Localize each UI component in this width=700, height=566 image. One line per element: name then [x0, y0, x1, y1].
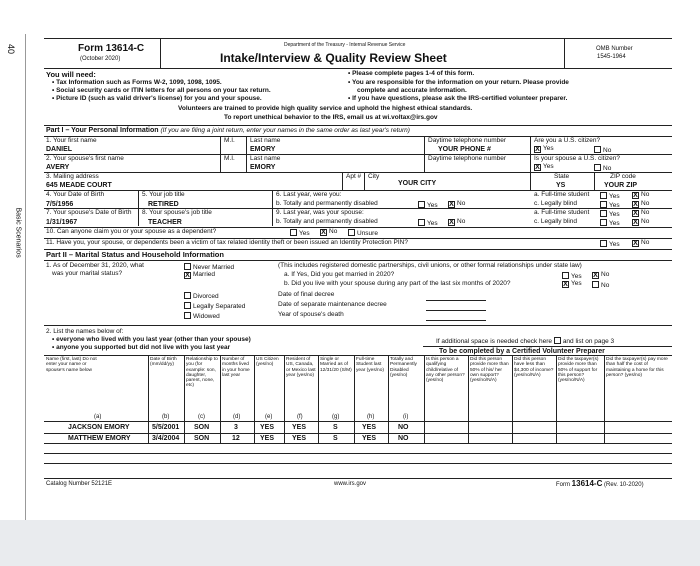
divider	[220, 355, 221, 443]
col-letter-e: (e)	[265, 414, 273, 420]
col-letter-c: (c)	[198, 414, 205, 420]
col-head-disabled: Totally and Permanently Disabled (yes/no)	[390, 357, 417, 378]
col-head-months: Number of months lived in your home last year	[222, 357, 250, 378]
rule	[426, 320, 486, 321]
zip-label: ZIP code	[610, 173, 636, 180]
spouse-citizen-no[interactable]: No	[594, 164, 611, 173]
q9-label: 9. Last year, was your spouse:	[276, 209, 364, 216]
col-head-qualifying: Is this person a qualifying child/relative of any other person? (yes/no)	[426, 357, 465, 384]
spouse-last-name-value: EMORY	[250, 164, 276, 171]
spouse-mi-label: M.I.	[224, 155, 235, 162]
top-rule	[44, 38, 672, 39]
q6c-label: c. Legally blind	[534, 200, 577, 207]
row2-name: MATTHEW EMORY	[68, 435, 131, 442]
col-letter-h: (h)	[367, 414, 375, 420]
row2-marital: S	[333, 435, 338, 442]
married-option[interactable]: X Married	[185, 271, 216, 279]
row2-disabled: NO	[398, 435, 409, 442]
divider	[594, 172, 595, 190]
marital-q-line1: 1. As of December 31, 2020, what	[46, 262, 144, 269]
rdp-note: (This includes registered domestic partnerships, civil unions, or other formal relationships under state law)	[278, 262, 582, 269]
rule	[44, 463, 672, 464]
first-name-value: DANIEL	[46, 146, 73, 153]
row1-disabled: NO	[398, 424, 409, 431]
part2-heading: Part II – Marital Status and Household Information	[46, 250, 224, 259]
spouse-first-name-value: AVERY	[46, 164, 70, 171]
spouse-job-value: TEACHER	[148, 219, 182, 226]
divider	[530, 172, 531, 190]
q6b-yes[interactable]: Yes	[418, 201, 438, 210]
q6c-no[interactable]: X No	[633, 200, 650, 208]
col-letter-d: (d)	[233, 414, 241, 420]
city-value: YOUR CITY	[398, 180, 437, 187]
need-bottom-rule	[44, 125, 672, 126]
q9c-yes[interactable]: Yes	[600, 219, 620, 228]
lived-with-spouse-q: b. Did you live with your spouse during any part of the last six months of 2020?	[284, 280, 511, 287]
col-head-dob: Date of Birth (mm/dd/yy)	[150, 357, 177, 368]
q9c-no[interactable]: X No	[633, 218, 650, 226]
row1-marital: S	[333, 424, 338, 431]
rule	[44, 443, 672, 444]
job-value: RETIRED	[148, 201, 179, 208]
form-reference: Form 13614-C (Rev. 10-2020)	[556, 479, 644, 488]
viewer-background	[0, 520, 700, 566]
row1-student: YES	[362, 424, 377, 431]
state-value: YS	[556, 182, 566, 189]
zip-value: YOUR ZIP	[604, 182, 638, 189]
spouse-citizen-label: Is your spouse a U.S. citizen?	[534, 155, 620, 162]
side-tab-strip	[0, 34, 26, 520]
rule	[44, 355, 672, 356]
last-name-label: Last name	[250, 137, 281, 144]
phone-value: YOUR PHONE #	[438, 146, 491, 153]
rule	[426, 310, 486, 311]
col-letter-f: (f)	[297, 414, 303, 420]
divider	[246, 154, 247, 172]
col-head-name: Name (first, last) Do not enter your name or spouse's name below	[46, 357, 97, 373]
divider	[424, 154, 425, 172]
divider	[220, 136, 221, 154]
irs-website: www.irs.gov	[334, 481, 367, 487]
divider	[530, 136, 531, 154]
row2-dob: 3/4/2004	[152, 435, 180, 442]
divider	[220, 154, 221, 172]
rule	[44, 421, 672, 422]
spouse-last-name-label: Last name	[250, 155, 281, 162]
q11-label: 11. Have you, your spouse, or dependents been a victim of tax related identity theft or been issued an Identity Protection PIN?	[46, 239, 408, 246]
volunteers-line-2: To report unethical behavior to the IRS, email us at wi.voltax@irs.gov	[224, 114, 438, 121]
spouse-citizen-yes[interactable]: X Yes	[535, 163, 554, 171]
additional-space-note[interactable]: If additional space is needed check here and list on page 3	[436, 338, 615, 345]
instruction-3: • If you have questions, please ask the IRS-certified volunteer preparer.	[348, 95, 568, 102]
divider	[604, 355, 605, 443]
need-item-2: • Social security cards or ITIN letters for all persons on your tax return.	[52, 87, 271, 94]
rule	[44, 325, 672, 326]
form-page	[44, 38, 672, 516]
divider	[254, 355, 255, 443]
row2-resident: YES	[292, 435, 307, 442]
omb-label: OMB Number	[596, 46, 633, 52]
form-number: Form 13614-C	[78, 43, 145, 54]
col-head-student: Full-time Student last year (yes/no)	[356, 357, 384, 373]
never-married-option[interactable]: Never Married	[184, 263, 234, 272]
phone-label: Daytime telephone number	[428, 137, 507, 144]
col-head-marital: Single or Married as of 12/31/20 (S/M)	[320, 357, 352, 373]
instruction-1: • Please complete pages 1-4 of this form.	[348, 70, 475, 77]
spouse-first-name-label: 2. Your spouse's first name	[46, 155, 124, 162]
spouse-death-year-label: Year of spouse's death	[278, 311, 344, 318]
need-item-1: • Tax Information such as Forms W-2, 1099, 1098, 1095.	[52, 79, 222, 86]
divider	[318, 355, 319, 443]
divider	[530, 154, 531, 172]
col-letter-i: (i)	[403, 414, 409, 420]
q6b-label: b. Totally and permanently disabled	[276, 200, 378, 207]
divider	[424, 355, 425, 443]
header-divider-right	[564, 38, 565, 68]
need-heading: You will need:	[46, 70, 96, 79]
divorced-option[interactable]: Divorced	[184, 292, 219, 301]
rule	[44, 433, 672, 434]
col-letter-g: (g)	[332, 414, 340, 420]
row1-dob: 5/5/2001	[152, 424, 180, 431]
col-head-home-cost: Did the taxpayer(s) pay more than half the cost of maintaining a home for this person? (yes/no)	[606, 357, 668, 378]
col-head-income: Did this person have less than $4,300 of income? (yes/no/N/A)	[514, 357, 554, 378]
q6-label: 6. Last year, were you:	[276, 191, 342, 198]
part1-heading: Part I – Your Personal Information (If you are filing a joint return, enter your names in the same order as last year's return)	[46, 127, 410, 134]
q6b-no[interactable]: X No	[449, 200, 466, 208]
divider	[342, 172, 343, 190]
lived-with-spouse-no[interactable]: No	[592, 281, 609, 290]
lived-with-spouse-yes[interactable]: X Yes	[563, 280, 582, 288]
row2-citizen: YES	[260, 435, 275, 442]
divider	[512, 355, 513, 443]
divider	[468, 355, 469, 443]
separation-decree-label: Date of separate maintenance decree	[278, 301, 387, 308]
mi-label: M.I.	[224, 137, 235, 144]
row1-months: 3	[234, 424, 238, 431]
divider	[354, 355, 355, 443]
col-letter-b: (b)	[162, 414, 170, 420]
spouse-phone-label: Daytime telephone number	[428, 155, 507, 162]
q11-yes[interactable]: Yes	[600, 240, 620, 249]
q9c-label: c. Legally blind	[534, 218, 577, 225]
col-head-citizen: US Citizen (yes/no)	[256, 357, 279, 368]
omb-number: 1545-1964	[597, 54, 626, 60]
row1-resident: YES	[292, 424, 307, 431]
q6a-no[interactable]: X No	[633, 191, 650, 199]
instruction-2b: complete and accurate information.	[357, 87, 467, 94]
header-divider-left	[160, 38, 161, 68]
q9b-yes[interactable]: Yes	[418, 219, 438, 228]
catalog-number: Catalog Number 52121E	[46, 481, 113, 487]
apt-label: Apt #	[346, 173, 362, 180]
q6a-yes[interactable]: Yes	[600, 192, 620, 201]
address-value: 645 MEADE COURT	[46, 182, 112, 189]
divider	[184, 355, 185, 443]
marital-q-line2: was your marital status?	[52, 270, 123, 277]
volunteers-line-1: Volunteers are trained to provide high quality service and uphold the highest ethical standards.	[178, 105, 473, 112]
last-name-value: EMORY	[250, 146, 276, 153]
col-letter-a: (a)	[94, 414, 102, 420]
rule	[44, 260, 672, 261]
need-item-3: • Picture ID (such as valid driver's license) for you and your spouse.	[52, 95, 262, 102]
city-label: City	[368, 173, 380, 180]
divider	[424, 136, 425, 154]
divider	[364, 172, 365, 190]
spouse-dob-label: 7. Your spouse's Date of Birth	[46, 209, 132, 216]
first-name-label: 1. Your first name	[46, 137, 97, 144]
citizen-label: Are you a U.S. citizen?	[534, 137, 601, 144]
married-2020-q: a. If Yes, Did you get married in 2020?	[284, 271, 395, 278]
header-bottom-rule	[44, 68, 672, 69]
citizen-no[interactable]: No	[594, 146, 611, 155]
q11-no[interactable]: X No	[633, 239, 650, 247]
q10-no[interactable]: X No	[321, 228, 338, 236]
state-label: State	[554, 173, 570, 180]
col-head-taxpayer-support: Did the taxpayer(s) provide more than 50% of support for this person? (yes/no/N/A)	[558, 357, 599, 384]
q10-yes[interactable]: Yes	[290, 229, 310, 238]
q6a-label: a. Full-time student	[534, 191, 590, 198]
q9b-no[interactable]: X No	[449, 218, 466, 226]
rule	[44, 453, 672, 454]
divider	[556, 355, 557, 443]
widowed-option[interactable]: Widowed	[184, 312, 220, 321]
row1-citizen: YES	[260, 424, 275, 431]
rule	[426, 300, 486, 301]
married-2020-no[interactable]: X No	[593, 271, 610, 279]
col-head-own-support: Did this person provide more than 50% of his/ her own support? (yes/no/N/A)	[470, 357, 509, 384]
married-2020-yes[interactable]: Yes	[562, 272, 582, 281]
address-label: 3. Mailing address	[46, 173, 99, 180]
form-date: (October 2020)	[80, 56, 121, 62]
form-title: Intake/Interview & Quality Review Sheet	[220, 51, 447, 65]
citizen-yes[interactable]: X Yes	[535, 145, 554, 153]
divorce-decree-label: Date of final decree	[278, 291, 335, 298]
q9a-no[interactable]: X No	[633, 209, 650, 217]
page-number: 40	[6, 43, 17, 55]
row1-relationship: SON	[194, 424, 210, 431]
divider	[284, 355, 285, 443]
instruction-2: • You are responsible for the information on your return. Please provide	[348, 79, 569, 86]
dob-value: 7/5/1956	[46, 201, 74, 208]
col-head-relationship: Relationship to you (for example: son, daughter, parent, none, etc)	[186, 357, 218, 389]
q9b-label: b. Totally and permanently disabled	[276, 218, 378, 225]
q10-unsure[interactable]: Unsure	[348, 229, 378, 238]
divider	[246, 136, 247, 154]
job-label: 5. Your job title	[142, 191, 185, 198]
spouse-dob-value: 1/31/1967	[46, 219, 78, 226]
separated-option[interactable]: Legally Separated	[184, 302, 245, 311]
q10-label: 10. Can anyone claim you or your spouse as a dependent?	[46, 228, 217, 235]
q9a-yes[interactable]: Yes	[600, 210, 620, 219]
preparer-banner: To be completed by a Certified Volunteer Preparer	[423, 346, 672, 355]
household-q-line3: • anyone you supported but did not live with you last year	[52, 344, 231, 351]
row1-name: JACKSON EMORY	[68, 424, 130, 431]
dob-label: 4. Your Date of Birth	[46, 191, 105, 198]
section-label: Basic Scenarios	[14, 207, 22, 258]
department-line: Department of the Treasury - Internal Revenue Service	[284, 42, 406, 48]
household-q-line2: • everyone who lived with you last year (other than your spouse)	[52, 336, 251, 343]
spouse-job-label: 8. Your spouse's job title	[142, 209, 212, 216]
row2-student: YES	[362, 435, 377, 442]
row2-relationship: SON	[194, 435, 210, 442]
col-head-resident: Resident of US, Canada, or Mexico last year (yes/no)	[286, 357, 316, 378]
divider	[388, 355, 389, 443]
q9a-label: a. Full-time student	[534, 209, 590, 216]
q6c-yes[interactable]: Yes	[600, 201, 620, 210]
household-q-line1: 2. List the names below of:	[46, 328, 124, 335]
row2-months: 12	[232, 435, 240, 442]
divider	[148, 355, 149, 443]
